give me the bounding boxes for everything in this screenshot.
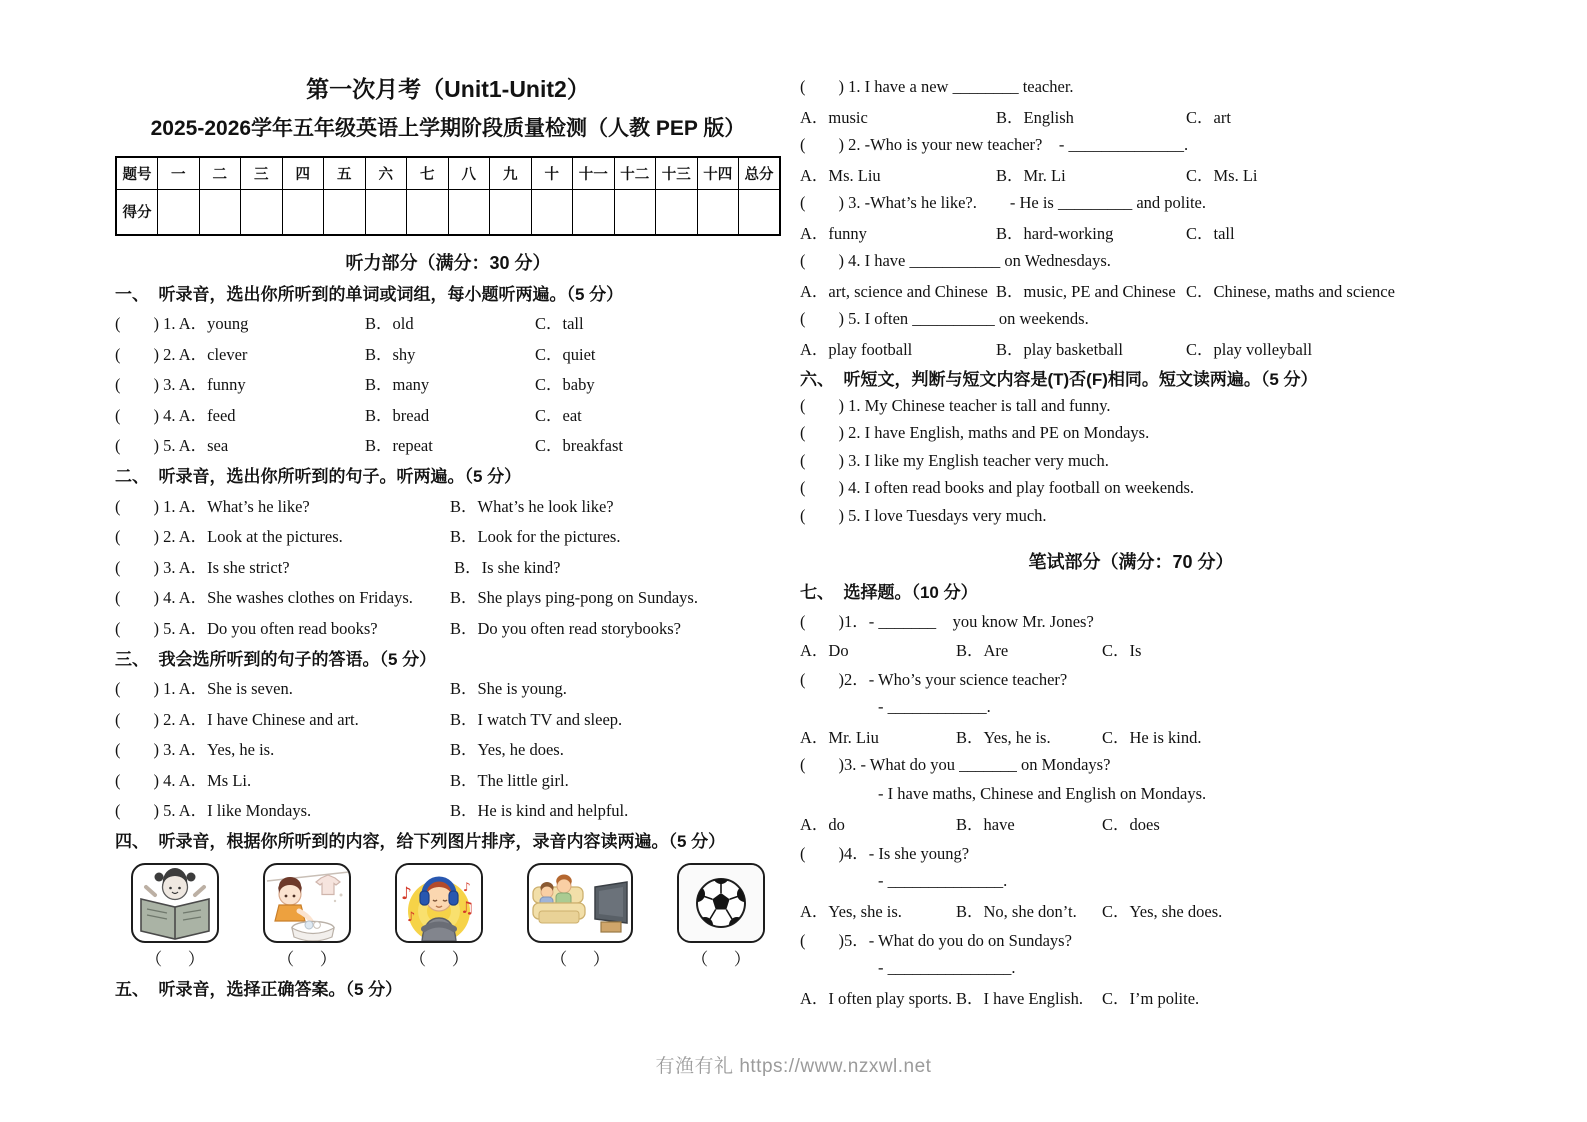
options-row <box>800 983 1462 1012</box>
question-block <box>800 751 1462 838</box>
image-washing-clothes <box>263 863 351 943</box>
score-cell <box>656 189 698 235</box>
choice-b: B．Look for the pictures. <box>450 527 621 547</box>
section4-heading: 四、 听录音，根据你所听到的内容，给下列图片排序，录音内容读两遍。（5 分） <box>115 832 726 851</box>
choice-a: ( ) 4. A．Ms Li. <box>115 770 252 790</box>
section4-answer-parens <box>115 943 781 973</box>
score-cell <box>573 189 615 235</box>
question-row <box>115 672 781 703</box>
question-block <box>800 72 1462 130</box>
choice-c: C．baby <box>535 375 595 395</box>
question-block <box>800 606 1462 664</box>
question-block <box>800 838 1462 925</box>
choice-b: B．Do you often read storybooks? <box>450 618 681 638</box>
score-cell <box>282 189 324 235</box>
question-row <box>115 520 781 551</box>
section2-rows <box>115 490 781 643</box>
question-row <box>115 551 781 582</box>
exam-title: 第一次月考（Unit1-Unit2） <box>306 76 590 102</box>
answer-parens: （ ） <box>409 950 469 969</box>
choice-a: A．play football <box>800 339 913 359</box>
section6-rows <box>800 392 1462 530</box>
image-football <box>677 863 765 943</box>
options-row <box>800 333 1462 362</box>
choice-a: A．Yes, she is. <box>800 902 902 921</box>
choice-a: A．Do <box>800 641 849 660</box>
score-table-header-cell: 十四 <box>697 157 739 189</box>
choice-b: B．English <box>996 107 1074 127</box>
image-listening-music <box>395 863 483 943</box>
score-table <box>115 156 781 236</box>
svg-text:♪: ♪ <box>463 879 471 894</box>
choice-b: B．He is kind and helpful. <box>450 801 629 821</box>
options-row <box>800 275 1462 304</box>
score-table-header-cell: 三 <box>241 157 283 189</box>
options-row <box>800 101 1462 130</box>
choice-b: B．shy <box>365 344 416 364</box>
choice-b: B．have <box>956 815 1015 834</box>
score-table-header-cell: 十一 <box>573 157 615 189</box>
true-false-row: ( ) 1. My Chinese teacher is tall and funny. <box>800 395 1111 415</box>
choice-c: C．tall <box>1186 223 1235 243</box>
listening-music-icon <box>397 865 481 941</box>
question-row <box>115 733 781 764</box>
score-cell <box>490 189 532 235</box>
choice-b: B．Yes, he does. <box>450 740 564 760</box>
choice-b: B．music, PE and Chinese <box>996 281 1176 301</box>
choice-a: A．funny <box>800 223 867 243</box>
choice-c: C．I’m polite. <box>1102 989 1200 1008</box>
score-table-header-cell: 九 <box>490 157 532 189</box>
choice-c: C．quiet <box>535 344 596 364</box>
choice-a: ( ) 2. A．clever <box>115 344 248 364</box>
options-row <box>800 722 1462 751</box>
choice-c: C．tall <box>535 314 584 334</box>
score-total-cell <box>739 189 781 235</box>
choice-c: C．Yes, she does. <box>1102 902 1223 921</box>
choice-b: B．bread <box>365 405 430 425</box>
choice-a: A．Ms. Liu <box>800 165 881 185</box>
score-table-header-cell: 一 <box>158 157 200 189</box>
choice-a: ( ) 3. A．Is she strict? <box>115 557 290 577</box>
choice-b: B．Is she kind? <box>450 557 561 577</box>
choice-a: ( ) 5. A．Do you often read books? <box>115 618 378 638</box>
score-table-header-cell: 十三 <box>656 157 698 189</box>
answer-blank-line: - I have maths, Chinese and English on Mondays. <box>878 784 1207 803</box>
question-row <box>115 490 781 521</box>
choice-a: ( ) 4. A．feed <box>115 405 236 425</box>
section5-questions <box>800 72 1462 362</box>
section5-heading: 五、 听录音，选择正确答案。（5 分） <box>115 980 403 999</box>
choice-a: ( ) 3. A．Yes, he is. <box>115 740 275 760</box>
left-column <box>115 74 781 1003</box>
choice-c: C．art <box>1186 107 1231 127</box>
choice-c: C．He is kind. <box>1102 728 1202 747</box>
choice-a: ( ) 2. A．Look at the pictures. <box>115 527 343 547</box>
choice-c: C．Ms. Li <box>1186 165 1258 185</box>
choice-c: C．Chinese, maths and science <box>1186 281 1395 301</box>
answer-blank-line: - _______________. <box>878 958 1016 977</box>
question-line: ( )4．- Is she young? <box>800 844 970 863</box>
question-row <box>115 338 781 369</box>
score-cell <box>407 189 449 235</box>
choice-a: ( ) 5. A．sea <box>115 436 229 456</box>
score-cell <box>241 189 283 235</box>
section4-images-row <box>115 863 781 943</box>
score-table-header-cell: 四 <box>282 157 324 189</box>
answer-parens: （ ） <box>145 950 205 969</box>
choice-a: ( ) 4. A．She washes clothes on Fridays. <box>115 588 413 608</box>
score-cell <box>365 189 407 235</box>
answer-parens: （ ） <box>550 950 610 969</box>
image-reading-book <box>131 863 219 943</box>
choice-b: B．She plays ping-pong on Sundays. <box>450 588 698 608</box>
question-line: ( ) 3. -What’s he like?. - He is _________ and polite. <box>800 192 1206 212</box>
question-line: ( ) 4. I have ___________ on Wednesdays. <box>800 250 1111 270</box>
score-cell <box>448 189 490 235</box>
listening-part-title: 听力部分（满分：30 分） <box>345 253 551 273</box>
question-row <box>115 399 781 430</box>
choice-a: A．music <box>800 107 868 127</box>
footer-watermark: 有渔有礼 https://www.nzxwl.net <box>655 1056 932 1077</box>
true-false-row: ( ) 2. I have English, maths and PE on Mondays. <box>800 423 1150 443</box>
question-line: ( )3. - What do you _______ on Mondays? <box>800 755 1111 774</box>
question-row <box>115 703 781 734</box>
question-row <box>115 794 781 825</box>
question-line: ( ) 5. I often __________ on weekends. <box>800 308 1089 328</box>
score-table-header-cell: 七 <box>407 157 449 189</box>
choice-a: ( ) 3. A．funny <box>115 375 246 395</box>
score-cell <box>614 189 656 235</box>
image-watching-tv <box>527 863 633 943</box>
written-part-title: 笔试部分（满分：70 分） <box>1028 551 1234 572</box>
choice-c: C．breakfast <box>535 436 623 456</box>
section3-heading: 三、 我会选所听到的句子的答语。（5 分） <box>115 649 437 669</box>
answer-parens: （ ） <box>277 950 337 969</box>
question-line: ( ) 2. -Who is your new teacher? - ______________. <box>800 134 1189 154</box>
options-row <box>800 809 1462 838</box>
choice-b: B．I watch TV and sleep. <box>450 709 623 729</box>
score-cell <box>158 189 200 235</box>
choice-a: ( ) 1. A．What’s he like? <box>115 496 310 516</box>
question-row <box>115 429 781 460</box>
right-column <box>800 72 1462 1012</box>
options-row <box>800 896 1462 925</box>
section1-heading: 一、 听录音，选出你所听到的单词或词组，每小题听两遍。（5 分） <box>115 284 624 304</box>
choice-c: C．eat <box>535 405 582 425</box>
question-row <box>115 581 781 612</box>
choice-b: B．What’s he look like? <box>450 496 614 516</box>
question-block <box>800 304 1462 362</box>
choice-a: ( ) 1. A．She is seven. <box>115 679 293 699</box>
score-table-header-cell: 二 <box>199 157 241 189</box>
score-table-header-row <box>116 157 780 189</box>
question-line: ( )1．- _______ you know Mr. Jones? <box>800 612 1094 631</box>
score-cell <box>324 189 366 235</box>
choice-b: B．many <box>365 375 430 395</box>
choice-b: B．The little girl. <box>450 770 569 790</box>
score-label-cell: 得分 <box>116 189 158 235</box>
choice-b: B．play basketball <box>996 339 1123 359</box>
question-row <box>115 307 781 338</box>
answer-blank-line: - ____________. <box>878 697 991 716</box>
section1-rows <box>115 307 781 460</box>
true-false-row: ( ) 5. I love Tuesdays very much. <box>800 505 1047 525</box>
svg-text:♫: ♫ <box>460 897 475 917</box>
section6-heading: 六、 听短文，判断与短文内容是(T)否(F)相同。短文读两遍。（5 分） <box>800 369 1318 389</box>
true-false-row: ( ) 4. I often read books and play football on weekends. <box>800 478 1195 498</box>
answer-blank-line: - ______________. <box>878 871 1008 890</box>
question-line: ( )5．- What do you do on Sundays? <box>800 931 1072 950</box>
question-block <box>800 664 1462 751</box>
score-table-header-cell: 总分 <box>739 157 781 189</box>
svg-text:♪: ♪ <box>407 909 416 925</box>
options-row <box>800 159 1462 188</box>
options-row <box>800 635 1462 664</box>
score-cell <box>531 189 573 235</box>
score-table-header-cell: 五 <box>324 157 366 189</box>
question-line: ( ) 1. I have a new ________ teacher. <box>800 76 1074 96</box>
choice-b: B．Are <box>956 641 1009 660</box>
choice-c: C．does <box>1102 815 1160 834</box>
score-cell <box>199 189 241 235</box>
score-table-header-cell: 八 <box>448 157 490 189</box>
section3-rows <box>115 672 781 825</box>
score-table-score-row <box>116 189 780 235</box>
choice-a: ( ) 2. A．I have Chinese and art. <box>115 709 359 729</box>
question-block <box>800 188 1462 246</box>
choice-b: B．No, she don’t. <box>956 902 1077 921</box>
choice-c: C．play volleyball <box>1186 339 1313 359</box>
section7-heading: 七、 选择题。（10 分） <box>800 583 978 602</box>
question-row <box>115 612 781 643</box>
choice-c: C．Is <box>1102 641 1142 660</box>
football-icon <box>679 865 763 941</box>
question-line: ( )2．- Who’s your science teacher? <box>800 670 1068 689</box>
choice-b: B．She is young. <box>450 679 567 699</box>
score-table-header-cell: 六 <box>365 157 407 189</box>
choice-b: B．repeat <box>365 436 433 456</box>
question-block <box>800 130 1462 188</box>
choice-a: A．I often play sports. <box>800 989 953 1008</box>
washing-clothes-icon <box>265 865 349 941</box>
reading-book-icon <box>133 865 217 941</box>
score-table-header-cell: 题号 <box>116 157 158 189</box>
question-block <box>800 925 1462 1012</box>
watching-tv-icon <box>529 865 631 941</box>
answer-parens: （ ） <box>691 950 751 969</box>
true-false-row: ( ) 3. I like my English teacher very much. <box>800 450 1109 470</box>
score-cell <box>697 189 739 235</box>
choice-b: B．Mr. Li <box>996 165 1066 185</box>
section2-heading: 二、 听录音，选出你所听到的句子。听两遍。（5 分） <box>115 467 522 486</box>
question-row <box>115 368 781 399</box>
svg-text:♪: ♪ <box>401 883 412 904</box>
choice-a: A．art, science and Chinese <box>800 281 988 301</box>
question-block <box>800 246 1462 304</box>
question-row <box>115 764 781 795</box>
choice-b: B．I have English. <box>956 989 1083 1008</box>
choice-b: B．Yes, he is. <box>956 728 1051 747</box>
choice-a: ( ) 1. A．young <box>115 314 249 334</box>
score-table-header-cell: 十二 <box>614 157 656 189</box>
section7-questions <box>800 606 1462 1012</box>
choice-a: A．Mr. Liu <box>800 728 879 747</box>
choice-a: A．do <box>800 815 845 834</box>
choice-a: ( ) 5. A．I like Mondays. <box>115 801 312 821</box>
choice-b: B．old <box>365 314 414 334</box>
exam-subtitle: 2025-2026学年五年级英语上学期阶段质量检测（人教 PEP 版） <box>150 117 746 140</box>
score-table-header-cell: 十 <box>531 157 573 189</box>
choice-b: B．hard-working <box>996 223 1114 243</box>
options-row <box>800 217 1462 246</box>
